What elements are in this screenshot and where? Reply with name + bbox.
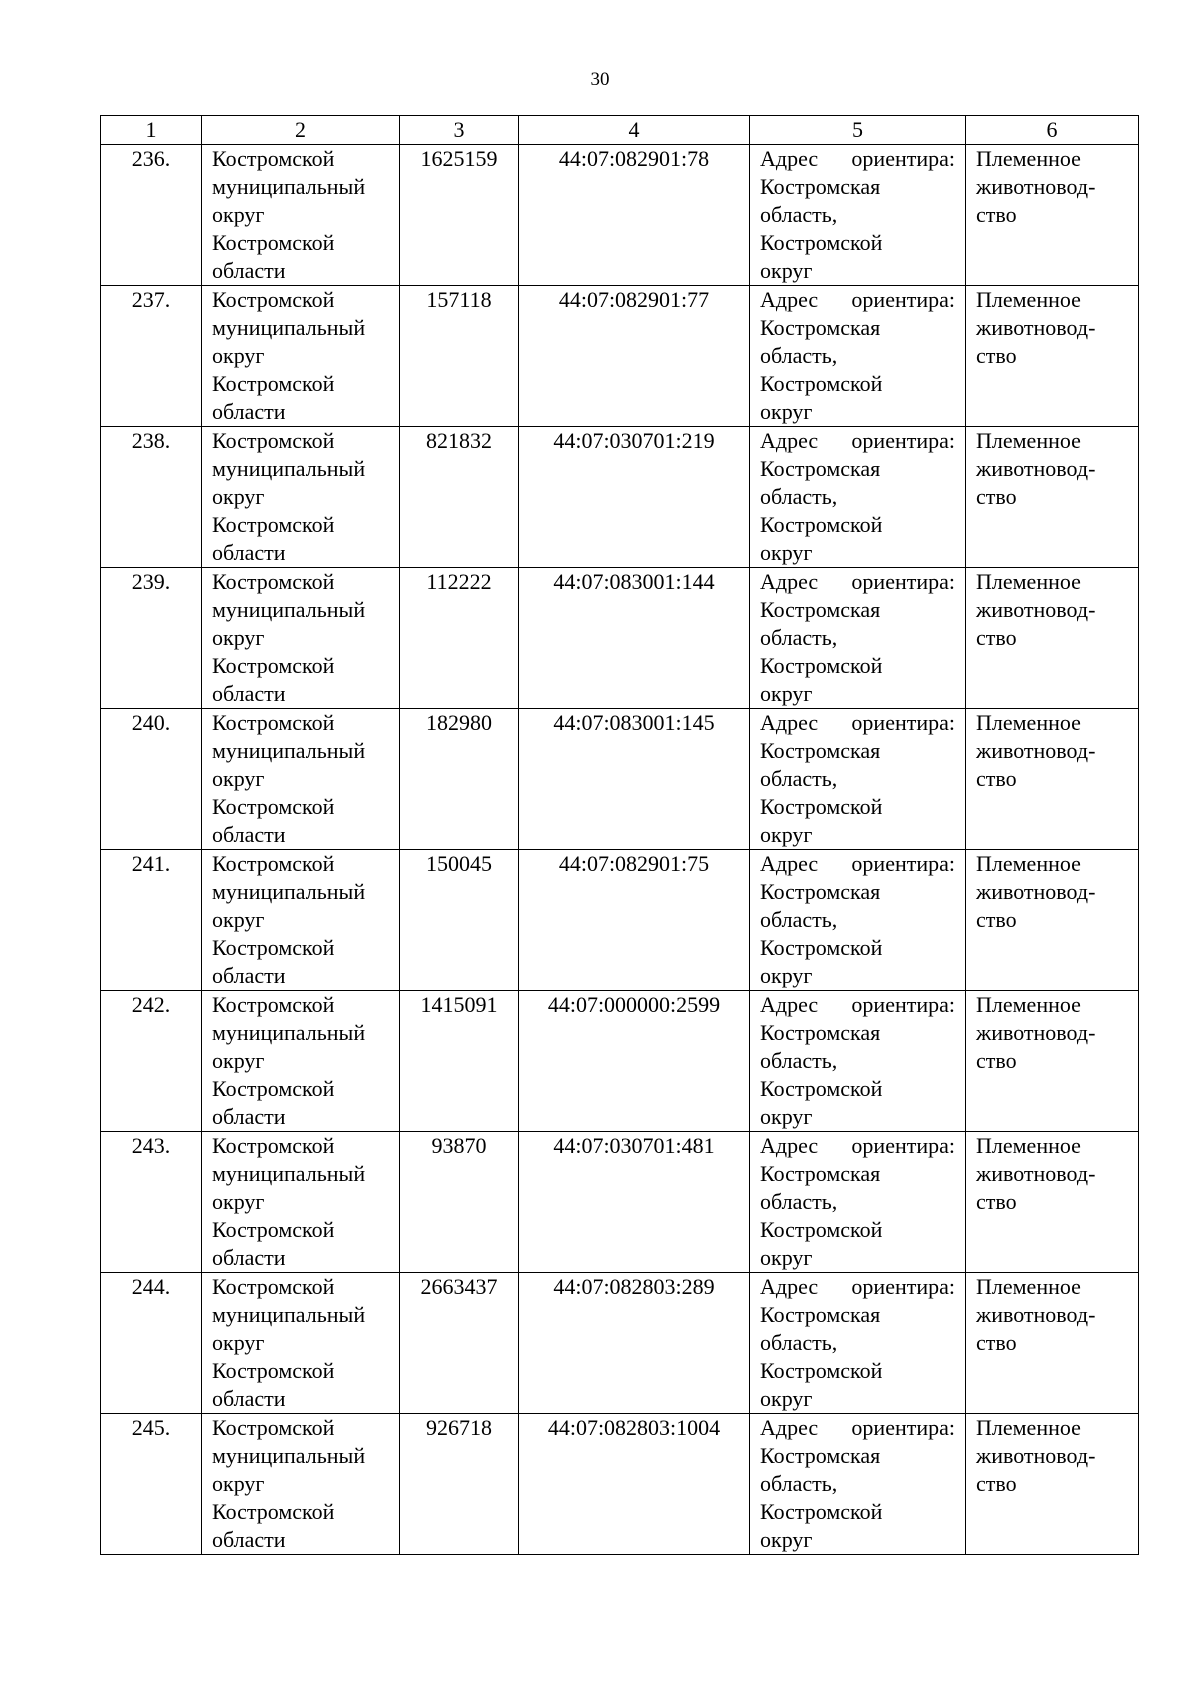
address-first-line <box>760 1414 955 1442</box>
purpose-line: ство <box>976 343 1017 368</box>
address-word: Адрес <box>760 1415 819 1440</box>
purpose-cell <box>966 850 1139 991</box>
cadastral-cell <box>519 991 750 1132</box>
area-cell <box>400 991 519 1132</box>
column-header: 5 <box>750 116 966 145</box>
area-cell <box>400 1273 519 1414</box>
purpose-line: ство <box>976 202 1017 227</box>
address-line: округ <box>760 822 813 847</box>
cadastral-cell <box>519 1414 750 1555</box>
district-cell <box>202 991 400 1132</box>
purpose-line: животновод- <box>976 456 1096 481</box>
row-number: 236. <box>131 146 171 171</box>
cadastral-number: 44:07:030701:481 <box>553 1133 715 1158</box>
address-first-line <box>760 568 955 596</box>
address-line: округ <box>760 399 813 424</box>
row-number: 240. <box>131 710 171 735</box>
area-cell <box>400 1414 519 1555</box>
district-line: области <box>212 822 286 847</box>
address-first-line <box>760 286 955 314</box>
district-line: округ <box>212 202 265 227</box>
address-line: область, <box>760 1471 838 1496</box>
area-value: 157118 <box>426 287 492 312</box>
district-cell <box>202 1414 400 1555</box>
address-line: Костромская <box>760 879 881 904</box>
purpose-line: животновод- <box>976 174 1096 199</box>
district-cell <box>202 709 400 850</box>
cadastral-number: 44:07:083001:145 <box>553 710 715 735</box>
district-line: округ <box>212 766 265 791</box>
area-cell <box>400 427 519 568</box>
cadastral-number: 44:07:082803:289 <box>553 1274 715 1299</box>
district-line: Костромской <box>212 992 335 1017</box>
district-line: Костромской <box>212 1358 335 1383</box>
page-number: 30 <box>590 69 610 90</box>
row-number: 241. <box>131 851 171 876</box>
row-number-cell <box>101 145 202 286</box>
column-header: 4 <box>519 116 750 145</box>
row-number-cell <box>101 286 202 427</box>
purpose-cell <box>966 991 1139 1132</box>
purpose-line: животновод- <box>976 315 1096 340</box>
district-line: области <box>212 681 286 706</box>
address-line: Костромской <box>760 1499 883 1524</box>
purpose-line: ство <box>976 907 1017 932</box>
area-value: 182980 <box>426 710 492 735</box>
address-word: ориентира: <box>851 710 955 735</box>
purpose-line: Племенное <box>976 1133 1081 1158</box>
district-line: муниципальный <box>212 1302 366 1327</box>
address-line: Костромской <box>760 1358 883 1383</box>
area-value: 2663437 <box>420 1274 498 1299</box>
district-cell <box>202 568 400 709</box>
district-line: Костромской <box>212 371 335 396</box>
district-line: Костромской <box>212 710 335 735</box>
address-line: область, <box>760 625 838 650</box>
address-line: область, <box>760 766 838 791</box>
purpose-cell <box>966 145 1139 286</box>
purpose-line: ство <box>976 766 1017 791</box>
district-line: муниципальный <box>212 174 366 199</box>
table-row <box>101 850 1139 991</box>
district-cell <box>202 145 400 286</box>
address-line: область, <box>760 343 838 368</box>
district-line: Костромской <box>212 1274 335 1299</box>
purpose-cell <box>966 427 1139 568</box>
table-row <box>101 1132 1139 1273</box>
address-line: округ <box>760 1104 813 1129</box>
table-row <box>101 1414 1139 1555</box>
district-line: округ <box>212 907 265 932</box>
address-cell <box>750 1273 966 1414</box>
cadastral-number: 44:07:082901:75 <box>558 851 710 876</box>
address-line: область, <box>760 1048 838 1073</box>
table-header-row <box>101 116 1139 145</box>
row-number-cell <box>101 709 202 850</box>
district-line: округ <box>212 1048 265 1073</box>
purpose-cell <box>966 709 1139 850</box>
district-line: Костромской <box>212 1076 335 1101</box>
row-number-cell <box>101 991 202 1132</box>
address-line: Костромская <box>760 456 881 481</box>
purpose-line: животновод- <box>976 1302 1096 1327</box>
address-first-line <box>760 1132 955 1160</box>
purpose-line: ство <box>976 625 1017 650</box>
area-cell <box>400 145 519 286</box>
district-line: области <box>212 258 286 283</box>
district-line: области <box>212 1527 286 1552</box>
address-cell <box>750 709 966 850</box>
address-line: область, <box>760 1189 838 1214</box>
area-cell <box>400 286 519 427</box>
purpose-line: ство <box>976 1048 1017 1073</box>
row-number-cell <box>101 1132 202 1273</box>
row-number-cell <box>101 427 202 568</box>
address-line: область, <box>760 907 838 932</box>
district-line: муниципальный <box>212 738 366 763</box>
address-word: ориентира: <box>851 1415 955 1440</box>
row-number: 245. <box>131 1415 171 1440</box>
address-line: округ <box>760 963 813 988</box>
address-line: округ <box>760 258 813 283</box>
district-line: Костромской <box>212 1133 335 1158</box>
purpose-line: животновод- <box>976 738 1096 763</box>
address-line: Костромской <box>760 935 883 960</box>
purpose-line: Племенное <box>976 1274 1081 1299</box>
address-word: Адрес <box>760 992 819 1017</box>
district-line: Костромской <box>212 287 335 312</box>
purpose-line: Племенное <box>976 710 1081 735</box>
column-header: 3 <box>400 116 519 145</box>
area-value: 1415091 <box>420 992 498 1017</box>
cadastral-number: 44:07:083001:144 <box>553 569 715 594</box>
address-line: Костромской <box>760 371 883 396</box>
address-word: ориентира: <box>851 851 955 876</box>
row-number: 237. <box>131 287 171 312</box>
row-number-cell <box>101 850 202 991</box>
district-line: муниципальный <box>212 597 366 622</box>
cadastral-number: 44:07:082901:78 <box>558 146 710 171</box>
address-word: ориентира: <box>851 287 955 312</box>
address-cell <box>750 568 966 709</box>
purpose-line: ство <box>976 1330 1017 1355</box>
table-row <box>101 568 1139 709</box>
district-line: округ <box>212 343 265 368</box>
district-line: муниципальный <box>212 879 366 904</box>
address-word: ориентира: <box>851 428 955 453</box>
address-line: Костромская <box>760 597 881 622</box>
cadastral-cell <box>519 145 750 286</box>
address-line: Костромская <box>760 1020 881 1045</box>
address-line: Костромской <box>760 1076 883 1101</box>
district-line: Костромской <box>212 512 335 537</box>
district-cell <box>202 427 400 568</box>
district-line: Костромской <box>212 569 335 594</box>
address-line: Костромская <box>760 315 881 340</box>
address-line: Костромская <box>760 1161 881 1186</box>
row-number: 244. <box>131 1274 171 1299</box>
district-line: муниципальный <box>212 456 366 481</box>
district-cell <box>202 286 400 427</box>
district-line: Костромской <box>212 653 335 678</box>
table-row <box>101 286 1139 427</box>
purpose-line: животновод- <box>976 1020 1096 1045</box>
address-cell <box>750 1132 966 1273</box>
district-line: области <box>212 540 286 565</box>
district-line: Костромской <box>212 146 335 171</box>
purpose-line: ство <box>976 1471 1017 1496</box>
district-cell <box>202 850 400 991</box>
district-line: области <box>212 1104 286 1129</box>
address-first-line <box>760 1273 955 1301</box>
area-value: 150045 <box>426 851 492 876</box>
purpose-cell <box>966 568 1139 709</box>
area-cell <box>400 1132 519 1273</box>
purpose-line: Племенное <box>976 1415 1081 1440</box>
cadastral-number: 44:07:082803:1004 <box>547 1415 721 1440</box>
table-row <box>101 145 1139 286</box>
district-cell <box>202 1132 400 1273</box>
address-first-line <box>760 145 955 173</box>
address-word: Адрес <box>760 569 819 594</box>
area-value: 1625159 <box>420 146 498 171</box>
address-line: область, <box>760 202 838 227</box>
cadastral-cell <box>519 286 750 427</box>
address-word: ориентира: <box>851 1133 955 1158</box>
district-line: Костромской <box>212 794 335 819</box>
district-line: области <box>212 1245 286 1270</box>
column-header: 1 <box>101 116 202 145</box>
column-header: 2 <box>202 116 400 145</box>
district-line: Костромской <box>212 428 335 453</box>
district-line: Костромской <box>212 1499 335 1524</box>
cadastral-cell <box>519 850 750 991</box>
table-row <box>101 1273 1139 1414</box>
cadastral-number: 44:07:082901:77 <box>558 287 710 312</box>
area-value: 926718 <box>426 1415 492 1440</box>
district-line: округ <box>212 484 265 509</box>
address-cell <box>750 991 966 1132</box>
address-word: ориентира: <box>851 992 955 1017</box>
address-first-line <box>760 427 955 455</box>
district-line: области <box>212 963 286 988</box>
area-value: 112222 <box>426 569 492 594</box>
address-first-line <box>760 850 955 878</box>
district-line: муниципальный <box>212 1443 366 1468</box>
table-body <box>101 145 1139 1555</box>
row-number: 239. <box>131 569 171 594</box>
cadastral-cell <box>519 427 750 568</box>
land-plots-table <box>100 115 1139 1555</box>
cadastral-cell <box>519 1132 750 1273</box>
row-number: 242. <box>131 992 171 1017</box>
address-line: Костромская <box>760 738 881 763</box>
address-line: Костромская <box>760 174 881 199</box>
district-cell <box>202 1273 400 1414</box>
address-line: Костромской <box>760 512 883 537</box>
purpose-cell <box>966 1132 1139 1273</box>
address-cell <box>750 145 966 286</box>
address-cell <box>750 286 966 427</box>
address-cell <box>750 1414 966 1555</box>
address-first-line <box>760 709 955 737</box>
area-value: 93870 <box>431 1133 487 1158</box>
purpose-line: Племенное <box>976 992 1081 1017</box>
cadastral-number: 44:07:030701:219 <box>553 428 715 453</box>
address-word: ориентира: <box>851 1274 955 1299</box>
row-number: 243. <box>131 1133 171 1158</box>
purpose-line: Племенное <box>976 146 1081 171</box>
purpose-line: ство <box>976 484 1017 509</box>
district-line: Костромской <box>212 935 335 960</box>
cadastral-cell <box>519 1273 750 1414</box>
area-cell <box>400 568 519 709</box>
district-line: Костромской <box>212 851 335 876</box>
row-number-cell <box>101 568 202 709</box>
district-line: области <box>212 1386 286 1411</box>
row-number-cell <box>101 1414 202 1555</box>
address-word: Адрес <box>760 1133 819 1158</box>
purpose-line: животновод- <box>976 879 1096 904</box>
address-line: Костромская <box>760 1443 881 1468</box>
address-word: ориентира: <box>851 569 955 594</box>
district-line: Костромской <box>212 230 335 255</box>
district-line: округ <box>212 1471 265 1496</box>
purpose-cell <box>966 1273 1139 1414</box>
area-cell <box>400 850 519 991</box>
column-header: 6 <box>966 116 1139 145</box>
area-cell <box>400 709 519 850</box>
address-word: Адрес <box>760 428 819 453</box>
row-number-cell <box>101 1273 202 1414</box>
cadastral-cell <box>519 709 750 850</box>
address-line: область, <box>760 1330 838 1355</box>
address-word: Адрес <box>760 146 819 171</box>
purpose-line: животновод- <box>976 1161 1096 1186</box>
district-line: Костромской <box>212 1415 335 1440</box>
address-line: округ <box>760 1245 813 1270</box>
address-line: округ <box>760 1386 813 1411</box>
purpose-line: животновод- <box>976 597 1096 622</box>
area-value: 821832 <box>426 428 492 453</box>
district-line: округ <box>212 625 265 650</box>
address-cell <box>750 427 966 568</box>
district-line: Костромской <box>212 1217 335 1242</box>
purpose-line: Племенное <box>976 428 1081 453</box>
purpose-cell <box>966 286 1139 427</box>
address-line: округ <box>760 681 813 706</box>
address-line: область, <box>760 484 838 509</box>
address-word: Адрес <box>760 710 819 735</box>
address-word: Адрес <box>760 1274 819 1299</box>
district-line: муниципальный <box>212 315 366 340</box>
row-number: 238. <box>131 428 171 453</box>
district-line: муниципальный <box>212 1020 366 1045</box>
address-word: Адрес <box>760 287 819 312</box>
address-cell <box>750 850 966 991</box>
address-word: Адрес <box>760 851 819 876</box>
cadastral-cell <box>519 568 750 709</box>
district-line: округ <box>212 1189 265 1214</box>
address-line: округ <box>760 540 813 565</box>
cadastral-number: 44:07:000000:2599 <box>547 992 721 1017</box>
address-word: ориентира: <box>851 146 955 171</box>
address-first-line <box>760 991 955 1019</box>
address-line: Костромской <box>760 653 883 678</box>
table-row <box>101 709 1139 850</box>
purpose-line: Племенное <box>976 851 1081 876</box>
address-line: Костромской <box>760 230 883 255</box>
address-line: Костромская <box>760 1302 881 1327</box>
purpose-line: ство <box>976 1189 1017 1214</box>
district-line: области <box>212 399 286 424</box>
purpose-cell <box>966 1414 1139 1555</box>
purpose-line: Племенное <box>976 569 1081 594</box>
address-line: округ <box>760 1527 813 1552</box>
address-line: Костромской <box>760 794 883 819</box>
district-line: муниципальный <box>212 1161 366 1186</box>
purpose-line: животновод- <box>976 1443 1096 1468</box>
table-row <box>101 427 1139 568</box>
purpose-line: Племенное <box>976 287 1081 312</box>
address-line: Костромской <box>760 1217 883 1242</box>
table-row <box>101 991 1139 1132</box>
district-line: округ <box>212 1330 265 1355</box>
